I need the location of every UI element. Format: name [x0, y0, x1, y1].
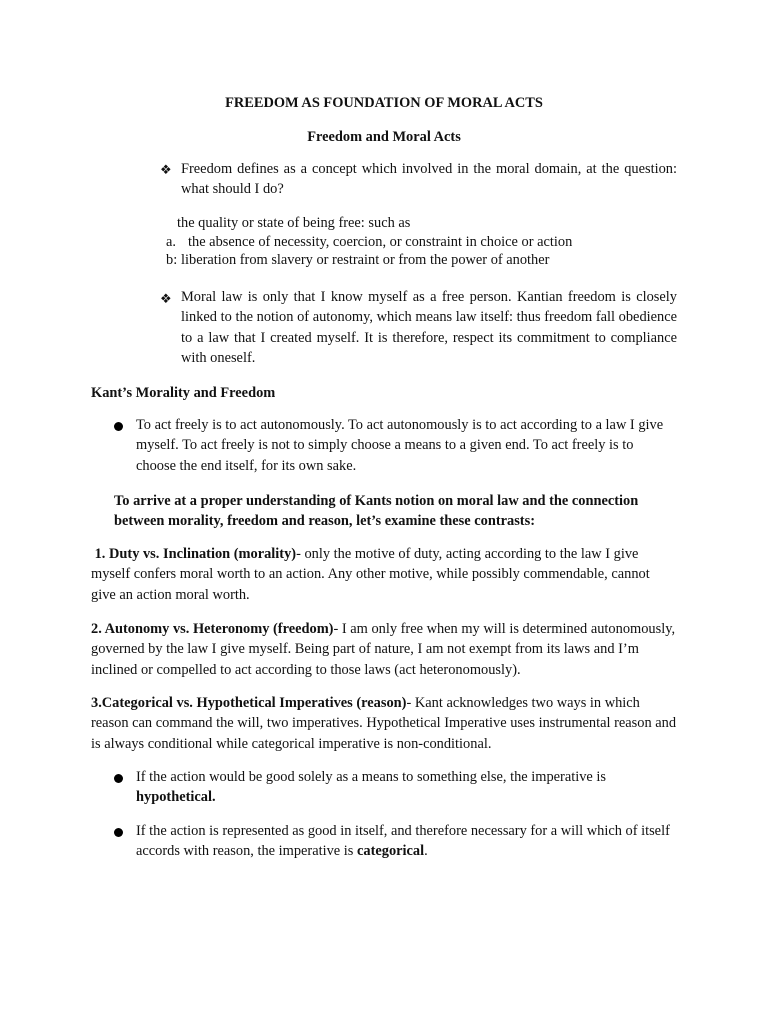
definition-intro: the quality or state of being free: such as [177, 215, 411, 231]
definition-b-text: liberation from slavery or restraint or from the power of another [181, 252, 550, 268]
bullet-paragraph-hypothetical [136, 767, 676, 808]
contrast-duty-inclination [91, 544, 678, 605]
diamond-paragraph-freedom: Freedom defines as a concept which involved in the moral domain, at the question: what should I do? [181, 161, 677, 198]
bullet-bold-term: hypothetical. [136, 789, 216, 806]
bullet-dot-icon [114, 774, 123, 783]
contrast-categorical-hypothetical [91, 693, 678, 754]
contrast-label: 1. Duty vs. Inclination (morality) [94, 546, 297, 562]
contrast-text: - only the motive of duty, acting according to the law I give myself confers moral worth to an action. Any other motive, while possibly commendable, cannot give an action moral worth. [91, 546, 650, 603]
definition-b-marker: b: [166, 252, 178, 268]
bullet-dot-icon [114, 828, 123, 837]
diamond-bullet-icon: ❖ [160, 162, 172, 177]
contrast-autonomy-heteronomy [91, 619, 678, 680]
definition-a-text: the absence of necessity, coercion, or constraint in choice or action [188, 234, 573, 250]
bullet-bold-term: categorical [356, 843, 425, 860]
kant-heading: Kant’s Morality and Freedom [91, 385, 276, 401]
bullet-paragraph-categorical [136, 821, 676, 862]
bullet-end: . [424, 843, 428, 860]
bullet-dot-icon [114, 422, 123, 431]
contrast-text: - I am only free when my will is determined autonomously, governed by the law I give myself. Being part of nature, I am not exempt from its laws and I’m inclined or compelled to act according to those laws (act heteronomously). [91, 621, 676, 678]
contrast-text: - Kant acknowledges two ways in which reason can command the will, two imperatives. Hypothetical Imperative uses instrumental reason and is always conditional while categorical imperative is non-conditional. [91, 695, 677, 752]
definition-a-marker: a. [166, 234, 176, 250]
bullet-text: If the action would be good solely as a means to something else, the imperative is [136, 769, 606, 785]
bullet-paragraph-act-freely: To act freely is to act autonomously. To act autonomously is to act according to a law I give myself. To act freely is not to simply choose a means to a given end. To act freely is to choose the end itself, for its own sake. [136, 417, 664, 474]
contrast-label: 3.Categorical vs. Hypothetical Imperatives (reason) [91, 695, 407, 711]
contrast-label: 2. Autonomy vs. Heteronomy (freedom) [91, 621, 334, 637]
diamond-bullet-icon: ❖ [160, 291, 172, 306]
document-title: FREEDOM AS FOUNDATION OF MORAL ACTS [225, 95, 543, 111]
diamond-paragraph-moral-law: Moral law is only that I know myself as a free person. Kantian freedom is closely linked to the notion of autonomy, which means law itself: thus freedom fall obedience to a law that I created myself. It is therefore, respect its commitment to compliance with oneself. [181, 289, 677, 367]
bullet-text: If the action is represented as good in itself, and therefore necessary for a will which of itself accords with reason, the imperative is [136, 823, 670, 860]
section-subtitle: Freedom and Moral Acts [307, 129, 461, 145]
contrasts-intro-heading: To arrive at a proper understanding of Kants notion on moral law and the connection between morality, freedom and reason, let’s examine these contrasts: [114, 493, 639, 530]
